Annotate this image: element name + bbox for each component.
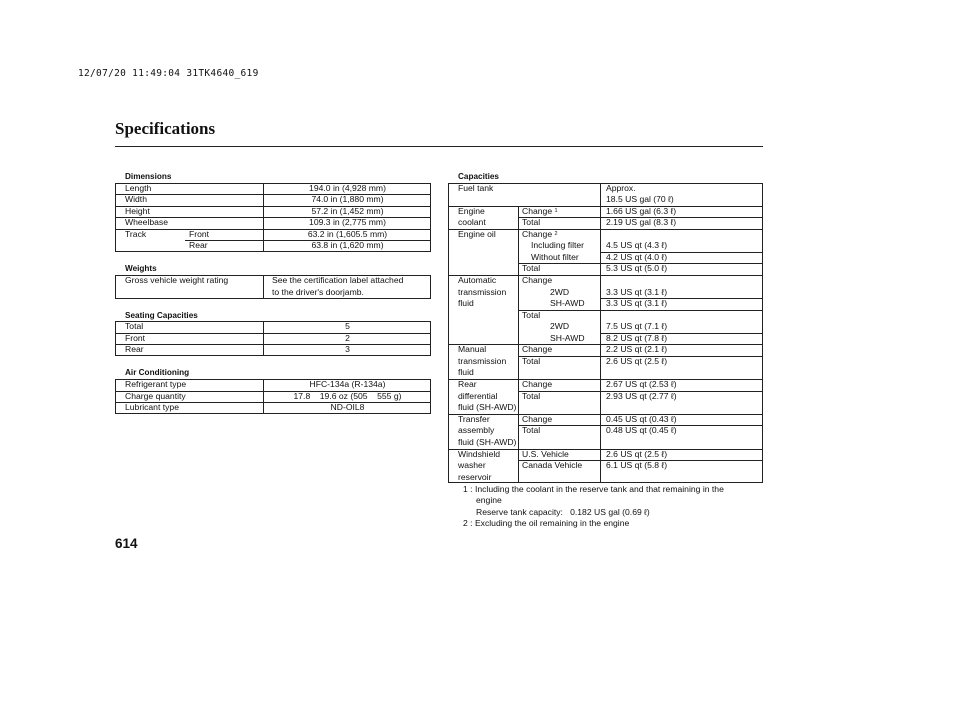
oil-total-value: 5.3 US qt (5.0 ℓ) — [606, 263, 668, 273]
length-label: Length — [125, 183, 152, 193]
fuel-tank-label: Fuel tank — [458, 183, 494, 193]
mtf-change-label: Change — [522, 344, 553, 354]
atf-label-2: transmission — [458, 287, 507, 297]
length-value: 194.0 in (4,928 mm) — [309, 183, 386, 193]
charge-value: 17.8 19.6 oz (505 555 g) — [293, 391, 402, 401]
coolant-total-label: Total — [522, 217, 541, 227]
refrigerant-value: HFC-134a (R-134a) — [309, 379, 386, 389]
engine-oil-label: Engine oil — [458, 229, 496, 239]
mtf-change-value: 2.2 US qt (2.1 ℓ) — [606, 344, 668, 354]
washer-label-3: reservoir — [458, 472, 492, 482]
gvwr-value-line2: to the driver's doorjamb. — [272, 287, 364, 297]
transfer-total-value: 0.48 US qt (0.45 ℓ) — [606, 425, 677, 435]
rear-diff-total-value: 2.93 US qt (2.77 ℓ) — [606, 391, 677, 401]
oil-incl-filter-value: 4.5 US qt (4.3 ℓ) — [606, 240, 668, 250]
footnote-1-line3: Reserve tank capacity: 0.182 US gal (0.69 ℓ) — [476, 507, 650, 517]
refrigerant-label: Refrigerant type — [125, 379, 187, 389]
atf-total-2wd-value: 7.5 US qt (7.1 ℓ) — [606, 321, 668, 331]
atf-total-label: Total — [522, 310, 541, 320]
coolant-label-1: Engine — [458, 206, 485, 216]
oil-change-label — [522, 229, 558, 240]
atf-total-shawd-value: 8.2 US qt (7.8 ℓ) — [606, 333, 668, 343]
atf-change-shawd-label: SH-AWD — [550, 298, 585, 308]
seating-total-label: Total — [125, 321, 144, 331]
oil-incl-filter-label: Including filter — [531, 240, 585, 250]
footnote-1-line2: engine — [476, 495, 502, 505]
charge-label: Charge quantity — [125, 391, 186, 401]
atf-change-label: Change — [522, 275, 553, 285]
track-rear-value: 63.8 in (1,620 mm) — [311, 240, 384, 250]
gvwr-value-line1: See the certification label attached — [272, 275, 404, 285]
weights-heading: Weights — [125, 264, 157, 273]
seating-rear-label: Rear — [125, 344, 144, 354]
track-rear-label: Rear — [189, 240, 208, 250]
capacities-heading: Capacities — [458, 172, 499, 181]
page-number: 614 — [115, 536, 138, 551]
footnote-2: 2 : Excluding the oil remaining in the engine — [463, 518, 630, 528]
fuel-tank-value-line2: 18.5 US gal (70 ℓ) — [606, 194, 674, 204]
mtf-label-1: Manual — [458, 344, 487, 354]
oil-without-filter-label: Without filter — [531, 252, 579, 262]
table-divider — [518, 344, 519, 379]
mtf-label-3: fluid — [458, 367, 474, 377]
table-divider — [518, 449, 519, 483]
height-label: Height — [125, 206, 150, 216]
oil-change-text: Change — [522, 229, 553, 239]
atf-change-2wd-value: 3.3 US qt (3.1 ℓ) — [606, 287, 668, 297]
oil-total-label: Total — [522, 263, 541, 273]
rear-diff-label-3: fluid (SH-AWD) — [458, 402, 517, 412]
atf-change-shawd-value: 3.3 US qt (3.1 ℓ) — [606, 298, 668, 308]
atf-change-2wd-label: 2WD — [550, 287, 570, 297]
track-front-label: Front — [189, 229, 210, 239]
seating-total-value: 5 — [345, 321, 350, 331]
track-label: Track — [125, 229, 147, 239]
washer-ca-label: Canada Vehicle — [522, 460, 583, 470]
print-stamp: 12/07/20 11:49:04 31TK4640_619 — [78, 68, 259, 79]
ac-heading: Air Conditioning — [125, 368, 190, 377]
table-divider — [518, 229, 519, 275]
height-value: 57.2 in (1,452 mm) — [311, 206, 384, 216]
track-front-value: 63.2 in (1,605.5 mm) — [307, 229, 388, 239]
coolant-total-value: 2.19 US gal (8.3 ℓ) — [606, 217, 677, 227]
title-rule — [115, 146, 763, 147]
washer-label-2: washer — [458, 460, 486, 470]
washer-label-1: Windshield — [458, 449, 501, 459]
rear-diff-change-label: Change — [522, 379, 553, 389]
atf-label-1: Automatic — [458, 275, 497, 285]
washer-ca-value: 6.1 US qt (5.8 ℓ) — [606, 460, 668, 470]
transfer-label-2: assembly — [458, 425, 495, 435]
oil-without-filter-value: 4.2 US qt (4.0 ℓ) — [606, 252, 668, 262]
transfer-change-value: 0.45 US qt (0.43 ℓ) — [606, 414, 677, 424]
width-value: 74.0 in (1,880 mm) — [311, 194, 384, 204]
transfer-label-3: fluid (SH-AWD) — [458, 437, 517, 447]
transfer-label-1: Transfer — [458, 414, 490, 424]
gvwr-label: Gross vehicle weight rating — [125, 275, 229, 285]
fuel-tank-value-line1: Approx. — [606, 183, 636, 193]
coolant-label-2: coolant — [458, 217, 486, 227]
washer-us-value: 2.6 US qt (2.5 ℓ) — [606, 449, 668, 459]
seating-heading: Seating Capacities — [125, 311, 198, 320]
rear-diff-label-1: Rear — [458, 379, 477, 389]
table-divider — [518, 414, 519, 449]
seating-front-label: Front — [125, 333, 146, 343]
footnote-1-line1: 1 : Including the coolant in the reserve tank and that remaining in the — [463, 484, 724, 494]
transfer-change-label: Change — [522, 414, 553, 424]
width-label: Width — [125, 194, 147, 204]
washer-us-label: U.S. Vehicle — [522, 449, 569, 459]
table-divider — [518, 379, 519, 414]
rear-diff-label-2: differential — [458, 391, 498, 401]
lubricant-label: Lubricant type — [125, 402, 179, 412]
rear-diff-change-value: 2.67 US qt (2.53 ℓ) — [606, 379, 677, 389]
rear-diff-total-label: Total — [522, 391, 541, 401]
coolant-change-value: 1.66 US gal (6.3 ℓ) — [606, 206, 677, 216]
mtf-total-label: Total — [522, 356, 541, 366]
table-divider — [263, 275, 264, 299]
lubricant-value: ND-OIL8 — [330, 402, 365, 412]
seating-front-value: 2 — [345, 333, 350, 343]
coolant-change-label — [522, 206, 558, 217]
mtf-total-value: 2.6 US qt (2.5 ℓ) — [606, 356, 668, 366]
footnote-marker: 1 — [554, 208, 558, 214]
transfer-total-label: Total — [522, 425, 541, 435]
table-row-line — [518, 310, 763, 311]
page-title: Specifications — [115, 119, 216, 138]
seating-rear-value: 3 — [345, 344, 350, 354]
atf-total-shawd-label: SH-AWD — [550, 333, 585, 343]
mtf-label-2: transmission — [458, 356, 507, 366]
atf-label-3: fluid — [458, 298, 474, 308]
wheelbase-label: Wheelbase — [125, 217, 168, 227]
wheelbase-value: 109.3 in (2,775 mm) — [309, 217, 386, 227]
dimensions-heading: Dimensions — [125, 172, 172, 181]
footnote-marker: 2 — [554, 231, 558, 237]
atf-total-2wd-label: 2WD — [550, 321, 570, 331]
coolant-change-text: Change — [522, 206, 553, 216]
